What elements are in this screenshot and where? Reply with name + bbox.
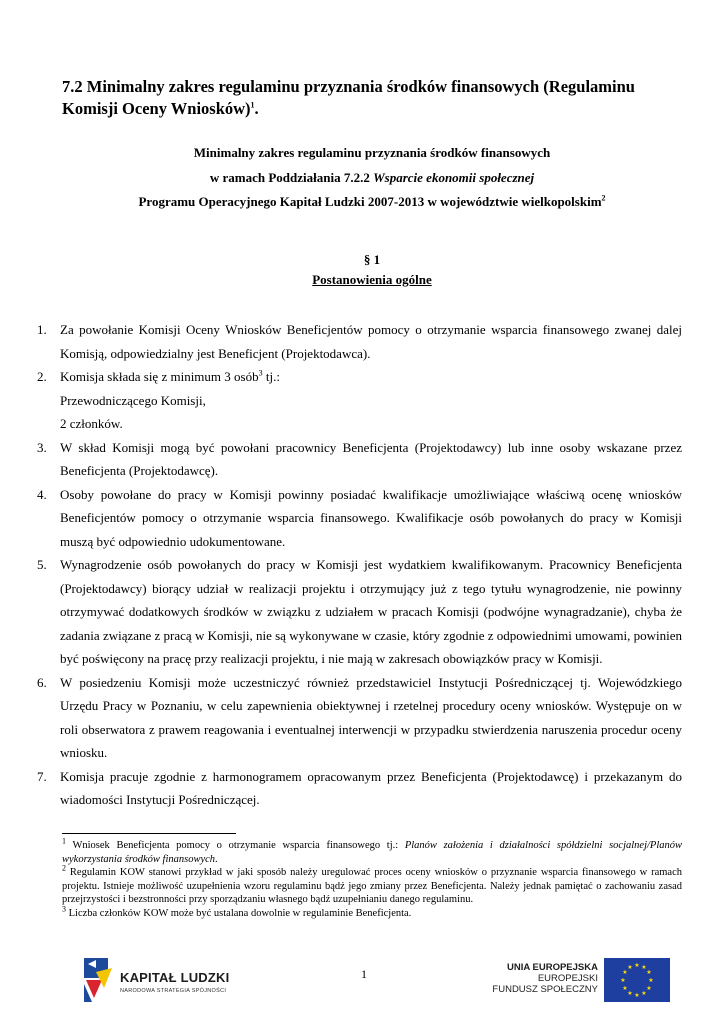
svg-text:★: ★ [634,992,640,999]
list-item: 5. Wynagrodzenie osób powołanych do pracy w Komisji jest wydatkiem kwalifikowanym. Pracownicy Beneficjenta (Projektodawcy) biorący udział w realizacji projektu i otrzymujący już z tego tytułu wynagrodzenie, nie powinny otrzymywać dodatkowych środków w związku z udziałem w pracach Komisji (podwójne wynagradzanie), chyba że zadania związane z pracą w Komisji, nie są wykonywane w czasie, który zgodnie z odpowiednimi umowami, powinien być poświęcony na pracę przy realizacji projektu, i nie mają w zakresach obowiązków pracy w Komisji. [37,557,682,666]
subtitle-line-2: w ramach Poddziałania 7.2.2 Wsparcie ekonomii społecznej [209,169,535,185]
provisions-list [0,318,682,812]
footnote-separator [62,833,236,834]
list-item: 7. Komisja pracuje zgodnie z harmonogramem opracowanym przez Beneficjenta (Projektodawcę) i przekazanym do wiadomości Instytucji Pośredniczącej. [37,768,682,807]
page-number: 1 [361,967,367,981]
list-item: 6. W posiedzeniu Komisji może uczestniczyć również przedstawiciel Instytucji Pośredniczącej tj. Wojewódzkiego Urzędu Pracy w Poznaniu, w celu zapewnienia obiektywnej i rzetelnej procedury oceny wniosków. Występuje on w roli obserwatora z prawem reagowania i eventualnej interwencji w przypadku stwierdzenia naruszenia procedur oceny wniosku. [37,674,682,760]
footnote-2: $^2$ Regulamin KOW stanowi przykład w jaki sposób należy uregulować proces oceny wniosków o przyznanie wsparcia finansowego w ramach projektu. Istnieje możliwość uzupełnienia wzoru regulaminu bądź jego zmiany przez Beneficjenta. Należy jednak pamiętać o zachowaniu zasad przejrzystości i bezstronności przy sporządzaniu własnego bądź uzupełnianiu danego regulaminu. [62,863,682,905]
svg-text:★: ★ [634,962,640,969]
section-header [62,250,682,290]
svg-text:★: ★ [646,985,652,992]
svg-text:★: ★ [641,990,647,997]
footnotes [62,836,682,920]
footnote-ref-2[interactable]: 2 [601,193,606,203]
svg-text:★: ★ [648,977,654,984]
list-item: 4. Osoby powołane do pracy w Komisji powinny posiadać kwalifikacje umożliwiające właściwą ocenę wniosków Beneficjentów pomocy o otrzymanie wsparcia finansowego. Kwalifikacje osób powołanych do pracy w Komisji muszą być odpowiednio udokumentowane. [37,486,682,549]
sub-item: Przewodniczącego Komisji, [60,392,206,408]
logo-subtitle: NARODOWA STRATEGIA SPÓJNOŚCI [120,988,227,994]
section-title: Postanowienia ogólne [312,272,432,287]
svg-text:★: ★ [620,977,626,984]
svg-text:★: ★ [646,969,652,976]
footnote-ref-3[interactable]: 3 [258,368,263,378]
footnote-ref-1[interactable]: 1 [250,100,255,110]
svg-text:★: ★ [641,964,647,971]
subtitle-line-1: Minimalny zakres regulaminu przyznania środków finansowych [193,145,551,160]
section-symbol: § 1 [363,252,381,267]
svg-text:★: ★ [627,990,633,997]
svg-text:★: ★ [622,985,628,992]
document-subtitle [62,141,682,215]
svg-text:★: ★ [627,964,633,971]
logo-title: KAPITAŁ LUDZKI [120,970,230,985]
subtitle-line-3: Programu Operacyjnego Kapitał Ludzki 2007-2013 w województwie wielkopolskim$^2$ [138,193,606,209]
list-item: 3. W skład Komisji mogą być powołani pracownicy Beneficjenta (Projektodawcy) lub inne osoby wskazane przez Beneficjenta (Projektodawcę). [37,439,682,478]
eu-label: UNIA EUROPEJSKA EUROPEJSKI FUNDUSZ SPOŁECZNY [492,962,598,995]
svg-text:★: ★ [622,969,628,976]
list-item: 1. Za powołanie Komisji Oceny Wniosków Beneficjentów pomocy o otrzymanie wsparcia finansowego zwanej dalej Komisją, odpowiedzialny jest Beneficjent (Projektodawca). [37,322,682,361]
document-heading: 7.2 Minimalny zakres regulaminu przyznania środków finansowych (Regulaminu Komisji Oceny Wniosków)$^1$. [62,77,635,118]
footnote-1: $^1$ Wniosek Beneficjenta pomocy o otrzymanie wsparcia finansowego tj.: Planów założenia i działalności spółdzielni socjalnej/Planów wykorzystania środków finansowych. [62,836,682,865]
sub-item: 2 członków. [60,416,123,431]
kapital-ludzki-logo [82,956,242,1006]
kapital-ludzki-emblem-icon [82,956,116,1004]
list-item: 2. Komisja składa się z minimum 3 osób$^3$ tj.: Przewodniczącego Komisji, 2 członków. [0,365,682,436]
eu-flag-icon [604,958,670,1002]
page-footer [0,950,724,1010]
footnote-3: $^3$ Liczba członków KOW może być ustalana dowolnie w regulaminie Beneficjenta. [62,904,412,919]
